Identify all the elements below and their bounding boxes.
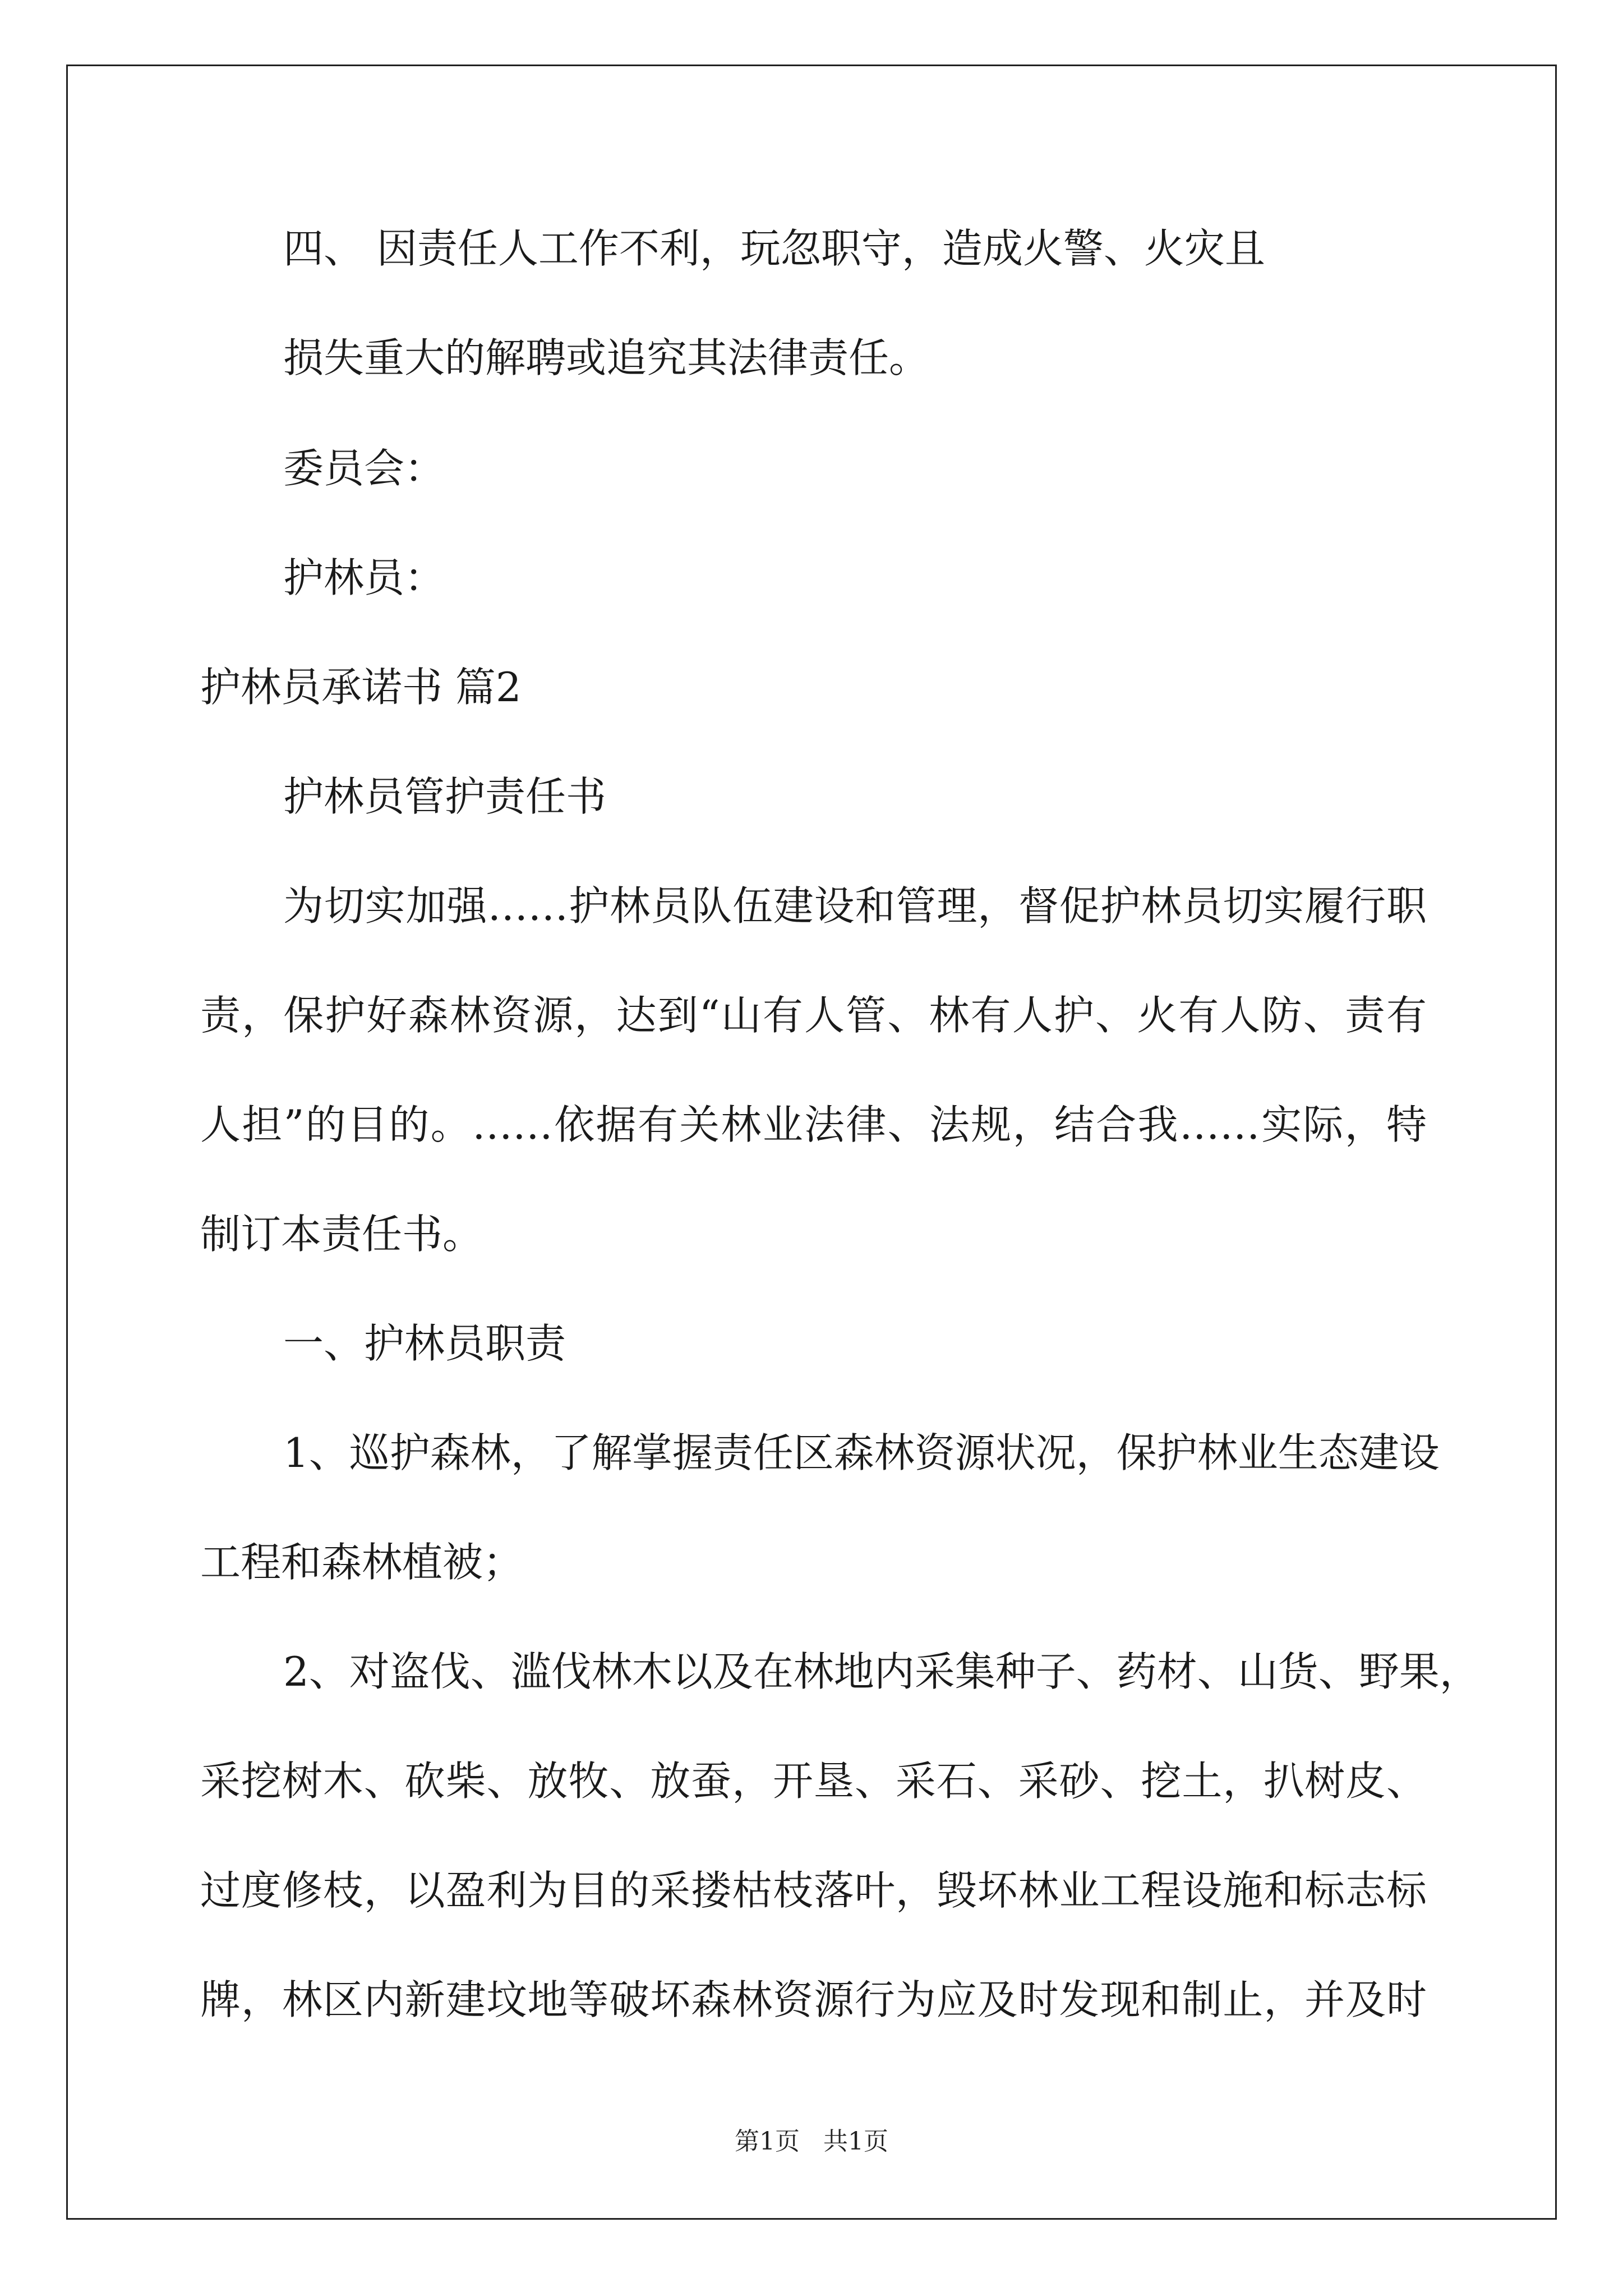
text-line: 人担”的目的。……依据有关林业法律、法规，结合我……实际，特: [200, 1101, 1427, 1148]
page-number-footer: 第1页 共1页: [735, 2127, 888, 2156]
text-line: 四、 因责任人工作不利，玩忽职守，造成火警、火灾且: [283, 225, 1265, 272]
text-line: 护林员：: [283, 554, 445, 601]
section-heading: 护林员承诺书 篇2: [200, 664, 522, 711]
document-title: 护林员管护责任书: [283, 773, 607, 820]
text-line: 委员会：: [283, 445, 445, 492]
text-line: 过度修枝，以盈利为目的采搂枯枝落叶，毁坏林业工程设施和标志标: [200, 1867, 1427, 1914]
text-line: 责，保护好森林资源，达到“山有人管、林有人护、火有人防、责有: [200, 992, 1427, 1039]
text-line: 牌，林区内新建坟地等破坏森林资源行为应及时发现和制止，并及时: [200, 1976, 1427, 2023]
section-heading: 一、护林员职责: [283, 1320, 566, 1367]
text-line: 损失重大的解聘或追究其法律责任。: [283, 334, 930, 381]
text-line: 制订本责任书。: [200, 1211, 483, 1258]
text-line: 采挖树木、砍柴、放牧、放蚕，开垦、采石、采砂、挖土，扒树皮、: [200, 1757, 1427, 1805]
text-line: 工程和森林植被；: [200, 1539, 524, 1586]
text-line: 2、对盗伐、滥伐林木以及在林地内采集种子、药材、山货、野果，: [283, 1648, 1480, 1695]
text-line: 1、巡护森林，了解掌握责任区森林资源状况，保护林业生态建设: [283, 1429, 1440, 1476]
text-line: 为切实加强……护林员队伍建设和管理，督促护林员切实履行职: [283, 882, 1427, 930]
